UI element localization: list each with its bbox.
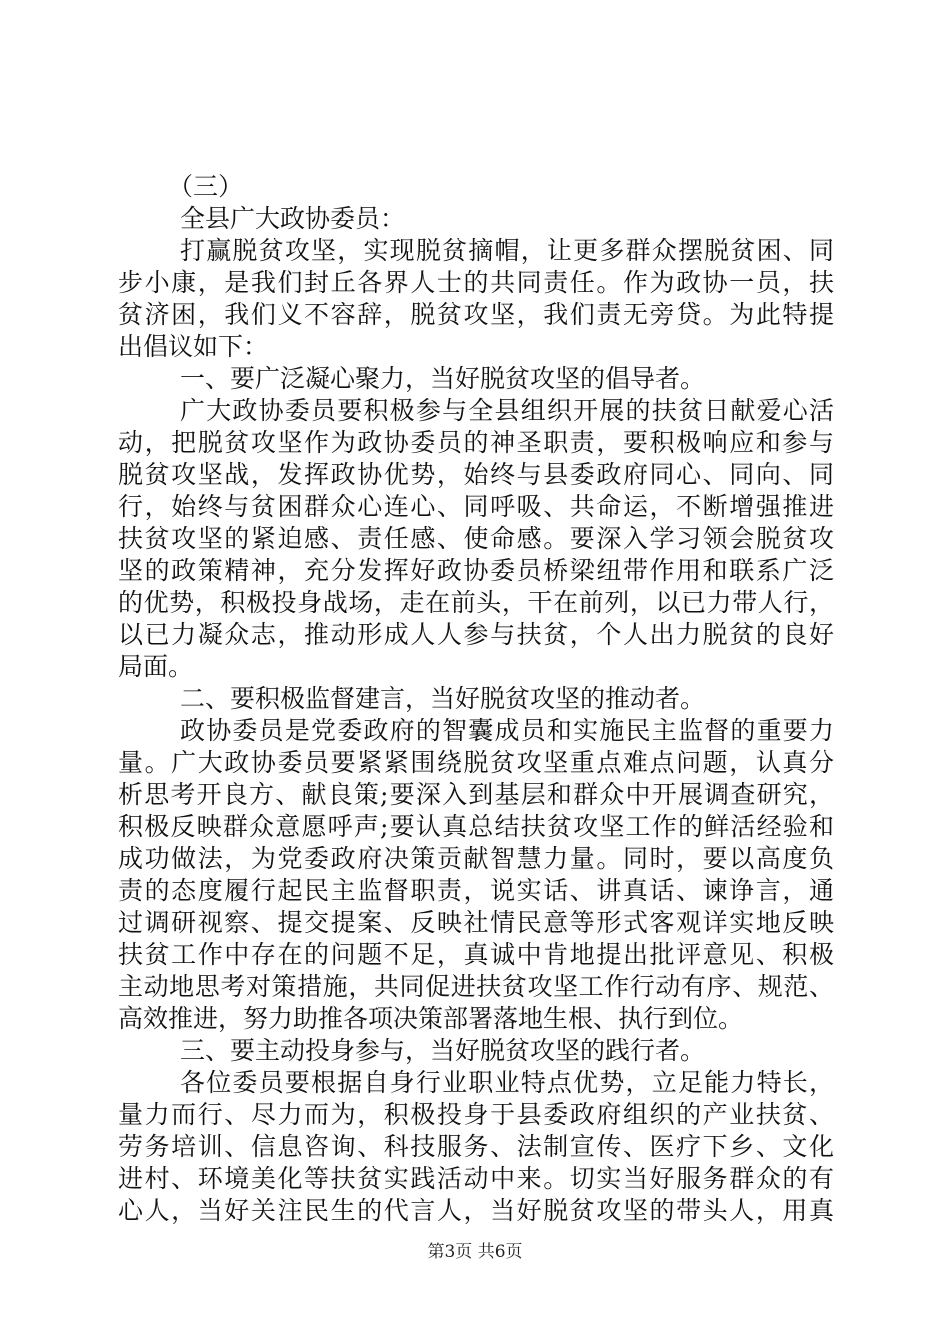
paragraph-line: 局面。	[118, 652, 194, 681]
page-number-footer: 第3页 共6页	[427, 1242, 523, 1262]
paragraph-line: 动，把脱贫攻坚作为政协委员的神圣职责，要积极响应和参与	[118, 428, 834, 457]
paragraph-line: 积极反映群众意愿呼声;要认真总结扶贫攻坚工作的鲜活经验和	[118, 812, 834, 841]
paragraph-line: 坚的政策精神，充分发挥好政协委员桥梁纽带作用和联系广泛	[118, 556, 834, 585]
paragraph-line: 扶贫攻坚的紧迫感、责任感、使命感。要深入学习领会脱贫攻	[118, 524, 834, 553]
paragraph-line: 脱贫攻坚战，发挥政协优势，始终与县委政府同心、同向、同	[118, 460, 834, 489]
paragraph-line: 各位委员要根据自身行业职业特点优势，立足能力特长，	[180, 1068, 834, 1097]
paragraph-line: 劳务培训、信息咨询、科技服务、法制宣传、医疗下乡、文化	[118, 1132, 834, 1161]
paragraph-line: 心人，当好关注民生的代言人，当好脱贫攻坚的带头人，用真	[118, 1196, 834, 1225]
paragraph-line: 成功做法，为党委政府决策贡献智慧力量。同时，要以高度负	[118, 844, 834, 873]
paragraph-line: 高效推进，努力助推各项决策部署落地生根、执行到位。	[118, 1004, 744, 1033]
paragraph-line: 进村、环境美化等扶贫实践活动中来。切实当好服务群众的有	[118, 1164, 834, 1193]
paragraph-line: 贫济困，我们义不容辞，脱贫攻坚，我们责无旁贷。为此特提	[118, 300, 834, 329]
paragraph-line: 以已力凝众志，推动形成人人参与扶贫，个人出力脱贫的良好	[118, 620, 834, 649]
paragraph-line: 量力而行、尽力而为，积极投身于县委政府组织的产业扶贫、	[118, 1100, 834, 1129]
paragraph-line: 析思考开良方、献良策;要深入到基层和群众中开展调查研究，	[118, 780, 834, 809]
section-heading: 三、要主动投身参与，当好脱贫攻坚的践行者。	[180, 1036, 706, 1065]
section-heading: 一、要广泛凝心聚力，当好脱贫攻坚的倡导者。	[180, 364, 706, 393]
paragraph-line: 的优势，积极投身战场，走在前头，干在前列，以已力带人行，	[118, 588, 834, 617]
paragraph-line: 过调研视察、提交提案、反映社情民意等形式客观详实地反映	[118, 908, 834, 937]
paragraph-line: 主动地思考对策措施，共同促进扶贫攻坚工作行动有序、规范、	[118, 972, 834, 1001]
paragraph-line: 扶贫工作中存在的问题不足，真诚中肯地提出批评意见、积极	[118, 940, 834, 969]
paragraph-line: 广大政协委员要积极参与全县组织开展的扶贫日献爱心活	[180, 396, 834, 425]
salutation: 全县广大政协委员：	[180, 204, 406, 233]
paragraph-line: 行，始终与贫困群众心连心、同呼吸、共命运，不断增强推进	[118, 492, 834, 521]
section-heading: 二、要积极监督建言，当好脱贫攻坚的推动者。	[180, 684, 706, 713]
paragraph-line: 政协委员是党委政府的智囊成员和实施民主监督的重要力	[180, 716, 834, 745]
section-number: （三）	[168, 172, 244, 201]
paragraph-line: 步小康，是我们封丘各界人士的共同责任。作为政协一员，扶	[118, 268, 834, 297]
paragraph-line: 出倡议如下：	[118, 332, 269, 361]
paragraph-line: 打赢脱贫攻坚，实现脱贫摘帽，让更多群众摆脱贫困、同	[180, 236, 834, 265]
paragraph-line: 责的态度履行起民主监督职责，说实话、讲真话、谏诤言，通	[118, 876, 834, 905]
paragraph-line: 量。广大政协委员要紧紧围绕脱贫攻坚重点难点问题，认真分	[118, 748, 834, 777]
